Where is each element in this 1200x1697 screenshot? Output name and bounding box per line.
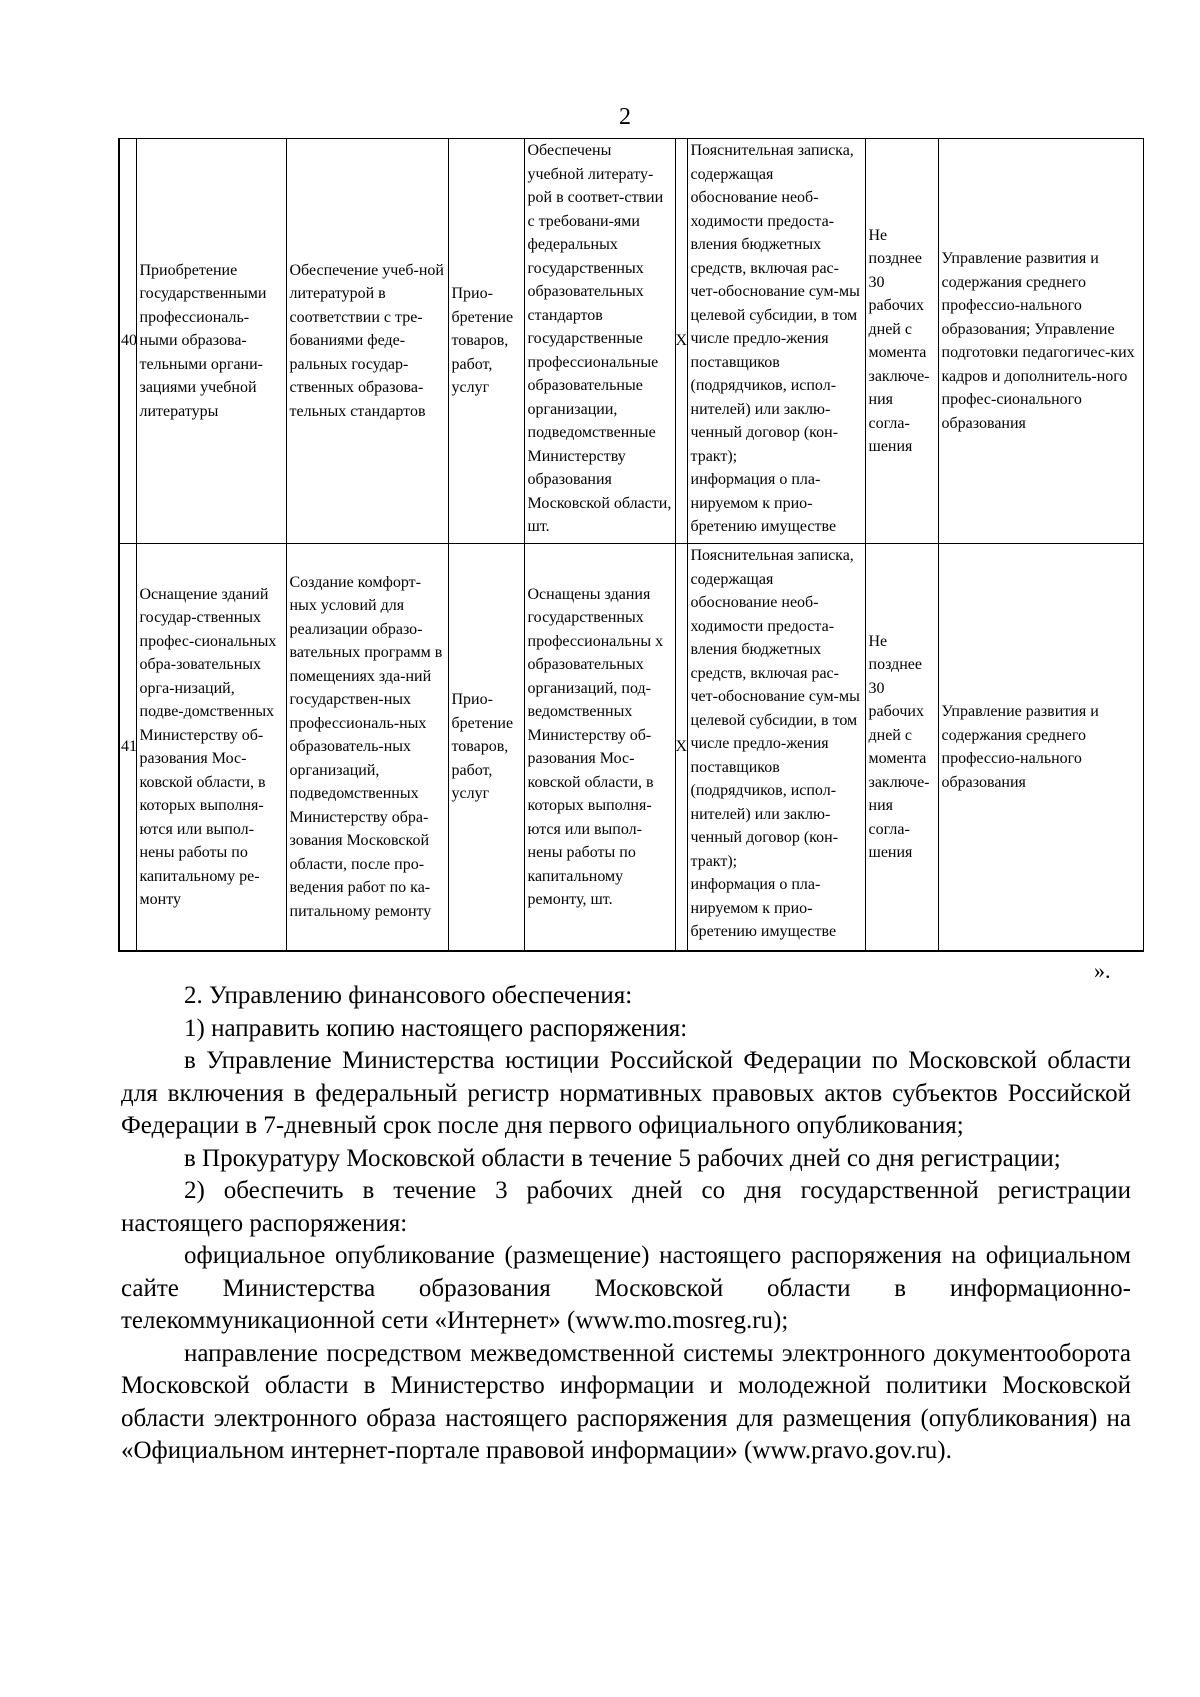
mark-cell: X	[675, 544, 687, 952]
measure-name-cell: Приобретение государственными профессиональ-ными образова-тельными органи-зациями учебной литературы	[136, 139, 286, 544]
result-indicator-cell: Обеспечены учебной литерату-рой в соответ-ствии с требовани-ями федеральных государственных образовательных стандартов государственные профессиональные образовательные организации, подведомственные Министерству образования Московской области, шт.	[524, 139, 675, 544]
documents-cell: Пояснительная записка, содержащая обоснование необ-ходимости предоста-вления бюджетных средств, включая рас-чет-обоснование сум-мы целевой субсидии, в том числе предло-жения поставщиков (подрядчиков, испол-нителей) или заклю-ченный договор (кон-тракт); информация о пла-нируемом к прио-бретению имуществе	[687, 544, 865, 952]
responsible-dept-cell: Управление развития и содержания среднего профессио-нального образования	[938, 544, 1143, 952]
responsible-dept-cell: Управление развития и содержания среднего профессио-нального образования; Управление подготовки педагогичес-ких кадров и дополнитель-ного профес-сионального образования	[938, 139, 1143, 544]
expense-direction-cell: Прио-бретение товаров, работ, услуг	[448, 544, 524, 952]
paragraph-item-1: 1) направить копию настоящего распоряжения:	[184, 1014, 688, 1042]
term-cell: Не позднее 30 рабочих дней с момента заключе-ния согла-шения	[865, 544, 938, 952]
result-indicator-cell: Оснащены здания государственных профессиональны х образовательных организаций, под-ведомственных Министерству об-разования Мос-ковской области, в которых выполня-ются или выпол-нены работы по капитальному ремонту, шт.	[524, 544, 675, 952]
term-cell: Не позднее 30 рабочих дней с момента заключе-ния согла-шения	[865, 139, 938, 544]
table-row	[119, 139, 1143, 544]
paragraph-justice-ministry: в Управление Министерства юстиции Российской Федерации по Московской области для включения в федеральный регистр нормативных правовых актов субъектов Российской Федерации в 7-дневный срок после дня первого официального опубликования;	[121, 1047, 1131, 1139]
page-number: 2	[619, 104, 631, 130]
row-number: 41	[119, 544, 136, 952]
paragraph-section-2: 2. Управлению финансового обеспечения:	[184, 982, 633, 1009]
measure-purpose-cell: Создание комфорт-ных условий для реализации образо-вательных программ в помещениях зда-ний государствен-ных профессиональ-ных образователь-ных организаций, подведомственных Министерству обра-зования Московской области, после про-ведения работ по ка-питальному ремонту	[286, 544, 448, 952]
documents-cell: Пояснительная записка, содержащая обоснование необ-ходимости предоста-вления бюджетных средств, включая рас-чет-обоснование сум-мы целевой субсидии, в том числе предло-жения поставщиков (подрядчиков, испол-нителей) или заклю-ченный договор (кон-тракт); информация о пла-нируемом к прио-бретению имуществе	[687, 139, 865, 544]
row-number: 40	[119, 139, 136, 544]
expense-direction-cell: Прио-бретение товаров, работ, услуг	[448, 139, 524, 544]
paragraph-legal-portal: направление посредством межведомственной системы электронного документооборота Московской области в Министерство информации и молодежной политики Московской области электронного образа настоящего распоряжения для размещения (опубликования) на «Официальном интернет-портале правовой информации» (www.pravo.gov.ru).	[121, 1339, 1131, 1464]
paragraph-item-2: 2) обеспечить в течение 3 рабочих дней со дня государственной регистрации настоящего распоряжения:	[121, 1177, 1131, 1237]
paragraph-prosecutor: в Прокуратуру Московской области в течение 5 рабочих дней со дня регистрации;	[184, 1144, 1061, 1172]
measures-table	[118, 138, 1144, 952]
table-row	[119, 544, 1143, 952]
mark-cell: X	[675, 139, 687, 544]
measure-purpose-cell: Обеспечение учеб-ной литературой в соответствии с тре-бованиями феде-ральных государ-ственных образова-тельных стандартов	[286, 139, 448, 544]
paragraph-official-publication: официальное опубликование (размещение) настоящего распоряжения на официальном сайте Министерства образования Московской области в информационно-телекоммуникационной сети «Интернет» (www.mo.mosreg.ru);	[121, 1242, 1131, 1334]
closing-quote: ».	[1094, 958, 1111, 983]
measure-name-cell: Оснащение зданий государ-ственных профес-сиональных обра-зовательных орга-низаций, подве-домственных Министерству об-разования Мос-ковской области, в которых выполня-ются или выпол-нены работы по капитальному ре-монту	[136, 544, 286, 952]
order-text	[121, 980, 1131, 1468]
